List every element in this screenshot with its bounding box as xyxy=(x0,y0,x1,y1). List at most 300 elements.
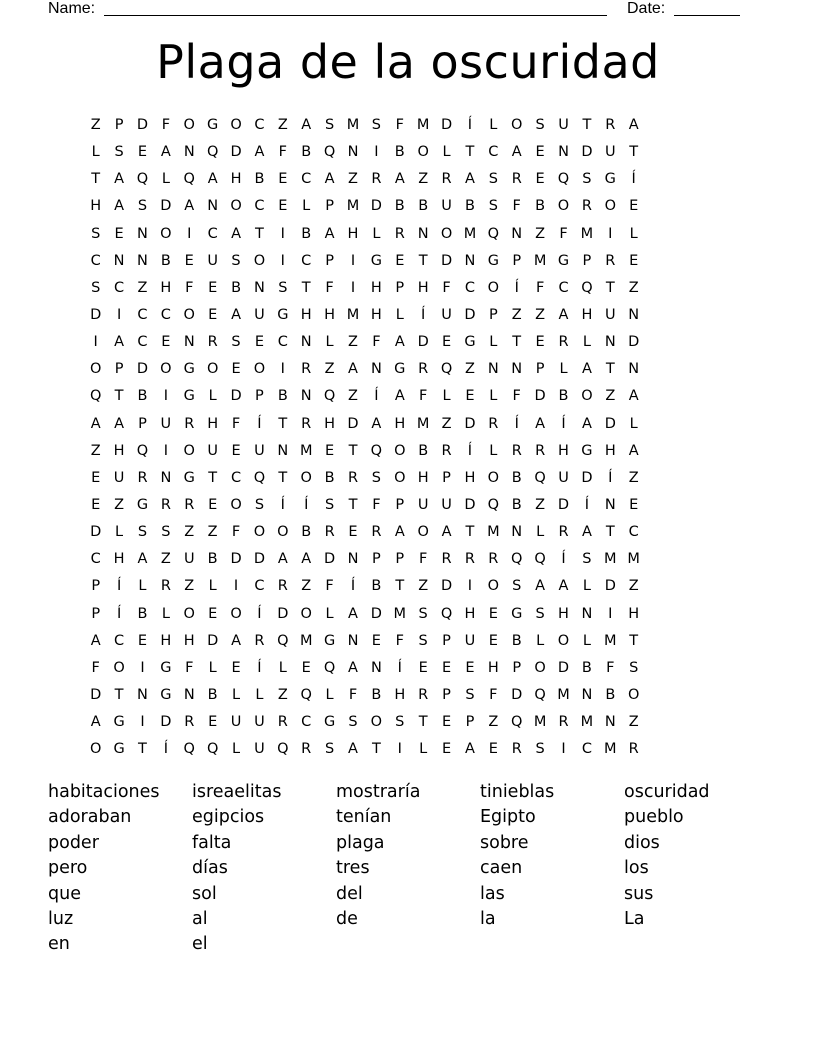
grid-letter: B xyxy=(418,442,429,459)
grid-letter: C xyxy=(90,551,101,568)
grid-letter: B xyxy=(231,279,242,296)
grid-row xyxy=(84,604,645,631)
grid-letter: A xyxy=(628,442,639,459)
grid-letter: C xyxy=(254,117,265,133)
word-bank-item: La xyxy=(624,909,645,930)
grid-letter: D xyxy=(440,252,453,269)
header xyxy=(48,0,748,18)
grid-letter: B xyxy=(558,388,569,405)
grid-letter: G xyxy=(323,714,336,731)
grid-letter: H xyxy=(300,306,312,323)
grid-letter: Z xyxy=(207,524,218,541)
grid-letter: A xyxy=(581,361,592,378)
grid-letter: M xyxy=(463,225,477,242)
grid-letter: H xyxy=(230,171,242,188)
grid-letter: O xyxy=(417,144,429,161)
grid-letter: N xyxy=(370,361,382,378)
grid-letter: D xyxy=(230,144,242,161)
grid-letter: N xyxy=(137,225,148,242)
grid-letter: C xyxy=(301,171,312,188)
grid-letter: D xyxy=(230,388,242,405)
grid-letter: Z xyxy=(535,225,546,242)
grid-letter: L xyxy=(582,578,591,595)
word-bank-item: caen xyxy=(480,858,523,879)
grid-letter: D xyxy=(370,605,382,622)
grid-letter: R xyxy=(184,496,195,513)
grid-letter: M xyxy=(533,252,547,269)
grid-letter: H xyxy=(417,279,429,296)
grid-letter: F xyxy=(231,415,241,432)
grid-letter: T xyxy=(255,225,264,242)
grid-letter: A xyxy=(348,605,358,622)
grid-letter: F xyxy=(512,198,521,215)
grid-letter: C xyxy=(90,252,101,269)
grid-letter: F xyxy=(418,551,428,568)
grid-letter: N xyxy=(137,686,148,703)
grid-letter: L xyxy=(489,442,498,459)
grid-letter: A xyxy=(535,415,546,432)
grid-row xyxy=(84,224,645,251)
grid-letter: R xyxy=(394,225,405,242)
grid-letter: P xyxy=(91,578,101,595)
grid-letter: A xyxy=(231,632,241,649)
grid-letter: T xyxy=(278,469,288,486)
grid-letter: S xyxy=(161,524,171,541)
grid-letter: F xyxy=(559,225,568,242)
grid-letter: B xyxy=(137,605,148,622)
grid-letter: D xyxy=(370,198,382,215)
grid-letter: M xyxy=(299,632,313,649)
grid-letter: Q xyxy=(89,388,102,405)
grid-letter: A xyxy=(160,144,171,161)
grid-letter: D xyxy=(604,578,616,595)
grid-row xyxy=(84,441,645,468)
grid-letter: O xyxy=(487,469,500,486)
grid-letter: F xyxy=(372,496,381,513)
grid-letter: A xyxy=(301,551,312,568)
grid-letter: P xyxy=(442,632,451,649)
grid-letter: C xyxy=(488,144,499,161)
grid-letter: E xyxy=(254,334,265,351)
grid-letter: U xyxy=(207,252,218,269)
grid-letter: L xyxy=(489,334,498,351)
grid-letter: N xyxy=(370,659,382,676)
grid-letter: L xyxy=(629,225,638,242)
grid-letter: B xyxy=(394,198,405,215)
grid-row xyxy=(84,522,645,549)
grid-letter: E xyxy=(629,496,639,513)
grid-letter: S xyxy=(535,741,545,758)
grid-letter: E xyxy=(208,714,218,731)
grid-letter: O xyxy=(253,524,266,541)
grid-letter: C xyxy=(254,578,265,595)
grid-letter: O xyxy=(487,279,500,296)
grid-letter: H xyxy=(160,279,172,296)
grid-letter: Q xyxy=(300,686,312,703)
grid-letter: S xyxy=(114,144,124,161)
grid-letter: Z xyxy=(277,686,288,703)
grid-letter: U xyxy=(113,469,125,486)
grid-letter: N xyxy=(581,605,593,622)
grid-letter: C xyxy=(137,306,148,323)
grid-letter: O xyxy=(253,361,266,378)
grid-letter: R xyxy=(418,361,429,378)
grid-letter: T xyxy=(348,496,358,513)
grid-letter: P xyxy=(512,659,522,676)
grid-letter: A xyxy=(301,117,312,133)
grid-letter: U xyxy=(230,714,242,731)
grid-letter: H xyxy=(347,225,359,242)
grid-letter: T xyxy=(582,117,592,133)
grid-letter: I xyxy=(163,388,168,405)
grid-row xyxy=(84,386,645,413)
grid-letter: L xyxy=(302,198,311,215)
grid-letter: N xyxy=(417,225,429,242)
grid-letter: T xyxy=(605,524,615,541)
grid-letter: C xyxy=(207,225,218,242)
grid-letter: A xyxy=(137,551,148,568)
grid-letter: Q xyxy=(511,551,523,568)
grid-letter: G xyxy=(511,605,523,622)
grid-row xyxy=(84,712,645,739)
grid-letter: T xyxy=(465,524,475,541)
grid-row xyxy=(84,658,645,685)
grid-letter: C xyxy=(114,279,125,296)
grid-letter: T xyxy=(371,741,381,758)
grid-letter: O xyxy=(113,659,125,676)
grid-letter: Í xyxy=(304,496,309,513)
grid-letter: H xyxy=(558,442,569,459)
grid-row xyxy=(84,169,645,196)
word-bank-item: sus xyxy=(624,883,654,904)
grid-letter: L xyxy=(419,741,428,758)
grid-letter: N xyxy=(628,361,640,378)
grid-letter: A xyxy=(90,415,101,432)
grid-letter: P xyxy=(395,551,405,568)
grid-letter: R xyxy=(418,686,429,703)
grid-letter: Í xyxy=(116,605,122,622)
grid-letter: Z xyxy=(628,469,639,486)
grid-letter: S xyxy=(231,252,241,269)
grid-letter: Z xyxy=(418,171,429,188)
grid-letter: P xyxy=(138,415,147,432)
grid-letter: T xyxy=(301,279,311,296)
grid-letter: G xyxy=(557,252,570,269)
grid-letter: U xyxy=(464,632,476,649)
grid-letter: O xyxy=(394,442,406,459)
grid-letter: Í xyxy=(467,117,473,133)
grid-letter: D xyxy=(511,686,523,703)
grid-letter: G xyxy=(464,334,476,351)
grid-letter: I xyxy=(467,578,473,595)
grid-letter: M xyxy=(416,117,430,133)
grid-row xyxy=(84,196,645,223)
grid-row xyxy=(84,278,645,305)
grid-letter: E xyxy=(91,469,101,486)
grid-letter: T xyxy=(418,252,428,269)
grid-letter: Q xyxy=(581,279,593,296)
grid-letter: G xyxy=(323,632,336,649)
grid-letter: M xyxy=(416,415,430,432)
grid-letter: P xyxy=(582,252,592,269)
grid-letter: C xyxy=(464,279,475,296)
grid-letter: O xyxy=(557,198,570,215)
grid-letter: Í xyxy=(631,171,636,188)
grid-letter: B xyxy=(371,686,382,703)
grid-letter: O xyxy=(557,632,570,649)
grid-letter: N xyxy=(604,714,616,731)
grid-letter: A xyxy=(535,578,546,595)
grid-letter: R xyxy=(605,117,616,133)
grid-letter: H xyxy=(113,442,125,459)
grid-letter: B xyxy=(371,578,382,595)
grid-letter: F xyxy=(535,279,545,296)
grid-letter: R xyxy=(511,442,522,459)
grid-letter: I xyxy=(350,252,356,269)
grid-letter: R xyxy=(488,551,499,568)
grid-letter: C xyxy=(230,469,242,486)
grid-letter: E xyxy=(301,659,311,676)
grid-letter: R xyxy=(347,469,359,486)
grid-letter: A xyxy=(394,524,405,541)
grid-letter: Í xyxy=(280,496,285,513)
grid-letter: L xyxy=(559,361,568,378)
grid-letter: T xyxy=(605,361,615,378)
grid-letter: F xyxy=(489,686,498,703)
grid-letter: F xyxy=(418,388,428,405)
grid-letter: O xyxy=(160,225,172,242)
grid-letter: N xyxy=(277,442,289,459)
grid-letter: P xyxy=(442,469,451,486)
grid-letter: N xyxy=(581,686,593,703)
grid-letter: R xyxy=(301,741,312,758)
grid-letter: S xyxy=(418,632,428,649)
grid-letter: Í xyxy=(257,415,262,432)
grid-letter: I xyxy=(233,578,239,595)
grid-letter: Q xyxy=(206,741,219,758)
grid-letter: H xyxy=(324,415,336,432)
grid-letter: S xyxy=(395,714,405,731)
grid-letter: M xyxy=(533,714,547,731)
grid-letter: P xyxy=(535,361,545,378)
grid-letter: G xyxy=(160,686,172,703)
grid-letter: B xyxy=(535,198,546,215)
grid-letter: O xyxy=(183,117,195,133)
grid-letter: E xyxy=(231,442,241,459)
grid-letter: L xyxy=(582,334,591,351)
grid-letter: U xyxy=(417,496,429,513)
grid-letter: D xyxy=(230,551,242,568)
grid-letter: O xyxy=(206,361,219,378)
grid-letter: O xyxy=(440,225,453,242)
word-bank-item: que xyxy=(48,883,81,904)
grid-letter: M xyxy=(580,225,594,242)
grid-letter: A xyxy=(90,632,101,649)
grid-letter: L xyxy=(442,388,451,405)
grid-letter: U xyxy=(441,306,452,323)
word-bank-item: las xyxy=(480,883,505,904)
grid-letter: R xyxy=(301,361,312,378)
grid-row xyxy=(84,414,645,441)
grid-letter: L xyxy=(208,578,217,595)
grid-letter: Í xyxy=(116,578,122,595)
grid-letter: R xyxy=(558,334,569,351)
grid-letter: A xyxy=(207,171,218,188)
grid-letter: H xyxy=(324,306,336,323)
grid-letter: Z xyxy=(418,578,429,595)
grid-row xyxy=(84,468,645,495)
grid-letter: R xyxy=(254,632,265,649)
grid-letter: O xyxy=(300,605,312,622)
grid-letter: Q xyxy=(183,741,195,758)
grid-letter: D xyxy=(628,334,640,351)
grid-letter: B xyxy=(137,388,148,405)
grid-letter: A xyxy=(90,714,101,731)
grid-letter: F xyxy=(278,144,287,161)
grid-letter: R xyxy=(277,578,288,595)
grid-letter: F xyxy=(348,686,358,703)
grid-letter: O xyxy=(160,361,172,378)
grid-letter: Z xyxy=(464,361,475,378)
grid-letter: L xyxy=(161,605,170,622)
grid-letter: R xyxy=(184,415,195,432)
grid-letter: A xyxy=(348,659,358,676)
grid-letter: O xyxy=(230,605,242,622)
grid-letter: H xyxy=(113,551,125,568)
grid-letter: R xyxy=(535,442,546,459)
grid-letter: O xyxy=(230,496,242,513)
grid-letter: O xyxy=(277,524,289,541)
grid-letter: Z xyxy=(184,524,195,541)
grid-letter: U xyxy=(558,469,569,486)
grid-letter: N xyxy=(183,144,195,161)
grid-letter: O xyxy=(370,714,383,731)
word-bank-item: mostraría xyxy=(336,782,421,802)
grid-letter: I xyxy=(561,741,566,758)
grid-letter: B xyxy=(418,198,429,215)
grid-letter: A xyxy=(348,361,358,378)
grid-letter: C xyxy=(160,306,171,323)
grid-letter: H xyxy=(417,469,429,486)
grid-letter: E xyxy=(441,714,452,731)
grid-letter: L xyxy=(231,741,241,758)
grid-letter: F xyxy=(395,117,404,133)
grid-letter: E xyxy=(208,279,218,296)
grid-letter: S xyxy=(254,496,265,513)
grid-letter: H xyxy=(160,632,172,649)
grid-letter: Í xyxy=(163,741,168,758)
grid-letter: A xyxy=(114,198,125,215)
grid-letter: S xyxy=(371,469,381,486)
grid-letter: C xyxy=(558,279,569,296)
grid-letter: Q xyxy=(487,225,500,242)
grid-letter: S xyxy=(91,225,101,242)
grid-letter: L xyxy=(325,605,334,622)
grid-letter: S xyxy=(137,198,148,215)
grid-letter: O xyxy=(417,524,429,541)
grid-letter: N xyxy=(558,144,569,161)
grid-letter: R xyxy=(558,714,569,731)
grid-row xyxy=(84,549,645,576)
word-bank-item: falta xyxy=(192,832,232,853)
grid-letter: H xyxy=(90,198,102,215)
grid-letter: Í xyxy=(608,469,613,486)
grid-letter: U xyxy=(604,306,616,323)
grid-letter: I xyxy=(280,252,285,269)
grid-letter: R xyxy=(441,551,452,568)
word-bank-item: oscuridad xyxy=(624,782,710,802)
grid-letter: U xyxy=(441,198,452,215)
grid-letter: D xyxy=(160,198,172,215)
grid-letter: N xyxy=(160,469,172,486)
grid-letter: Q xyxy=(136,171,149,188)
grid-letter: S xyxy=(324,496,335,513)
grid-letter: E xyxy=(278,198,288,215)
grid-letter: O xyxy=(253,252,266,269)
grid-letter: P xyxy=(512,252,522,269)
grid-letter: O xyxy=(604,198,616,215)
grid-letter: A xyxy=(184,198,195,215)
word-bank-item: la xyxy=(480,909,496,930)
grid-letter: P xyxy=(488,306,498,323)
grid-letter: E xyxy=(629,198,639,215)
grid-letter: N xyxy=(511,361,523,378)
grid-letter: G xyxy=(370,252,382,269)
grid-letter: T xyxy=(629,632,639,649)
grid-letter: D xyxy=(557,496,570,513)
grid-letter: P xyxy=(442,686,451,703)
grid-letter: L xyxy=(442,144,451,161)
grid-letter: N xyxy=(207,198,219,215)
grid-letter: Í xyxy=(514,279,519,296)
grid-letter: B xyxy=(511,632,522,649)
grid-letter: Z xyxy=(628,578,639,595)
grid-letter: B xyxy=(511,469,522,486)
grid-letter: G xyxy=(183,361,195,378)
grid-letter: C xyxy=(301,252,312,269)
grid-letter: R xyxy=(605,252,616,269)
grid-letter: E xyxy=(208,605,218,622)
grid-letter: Z xyxy=(348,388,358,405)
grid-letter: B xyxy=(301,524,312,541)
grid-letter: T xyxy=(629,144,639,161)
grid-letter: O xyxy=(394,469,406,486)
grid-letter: O xyxy=(89,361,102,378)
grid-letter: Í xyxy=(584,496,590,513)
grid-letter: A xyxy=(628,117,639,133)
grid-letter: E xyxy=(465,388,475,405)
grid-letter: Z xyxy=(511,306,522,323)
grid-letter: L xyxy=(115,524,124,541)
grid-letter: S xyxy=(324,117,335,133)
grid-letter: D xyxy=(440,117,453,133)
grid-letter: F xyxy=(372,334,381,351)
grid-letter: H xyxy=(370,279,382,296)
grid-letter: E xyxy=(371,632,381,649)
grid-letter: S xyxy=(512,578,522,595)
grid-letter: B xyxy=(394,144,405,161)
grid-letter: E xyxy=(278,171,288,188)
grid-letter: R xyxy=(160,496,171,513)
grid-letter: F xyxy=(442,279,451,296)
grid-letter: N xyxy=(511,225,523,242)
grid-letter: R xyxy=(277,714,288,731)
grid-letter: U xyxy=(254,306,265,323)
grid-letter: S xyxy=(582,171,592,188)
grid-letter: L xyxy=(208,388,217,405)
grid-letter: Q xyxy=(557,171,570,188)
grid-letter: O xyxy=(581,388,593,405)
